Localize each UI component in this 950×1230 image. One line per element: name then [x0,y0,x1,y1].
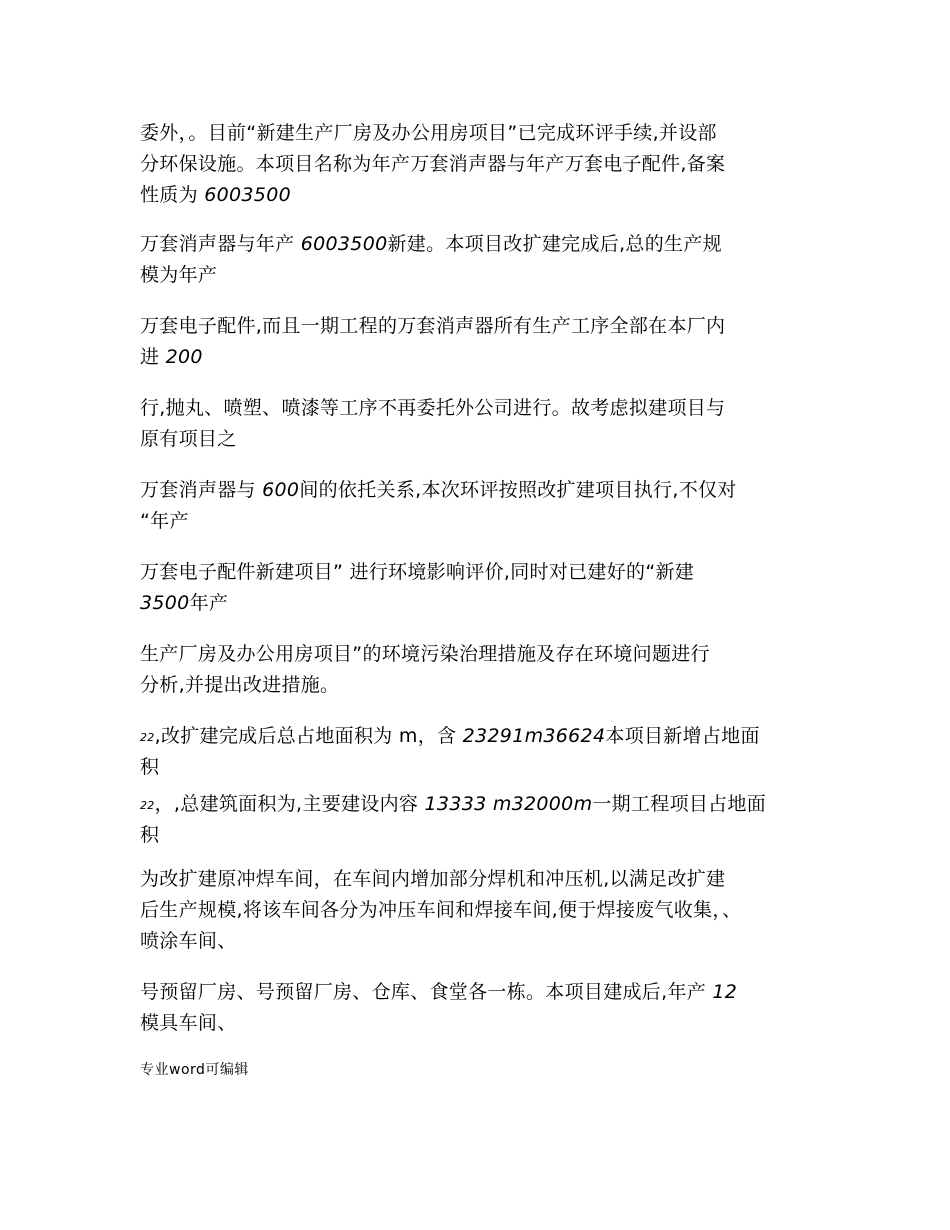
text-run: 原有项目之 [140,428,237,450]
superscript-mark: 22 [140,731,155,744]
text-run: 模具车间、 [140,1012,237,1034]
text-run: ,改扩建完成后总占地面积为 m，含 [154,725,463,747]
text-line [140,342,820,373]
text-run: 后生产规模,将该车间各分为冲压车间和焊接车间,便于焊接废气收集，、 [140,899,742,921]
paragraph [140,229,820,291]
paragraph [140,557,820,619]
italic-number: 12 [712,981,738,1003]
italic-number: 600 [262,479,300,501]
text-line [140,557,820,588]
paragraph [140,639,820,701]
superscript-mark: 22 [140,799,155,812]
text-line [140,475,820,506]
text-line [140,895,820,926]
text-run: 为改扩建原冲焊车间，在车间内增加部分焊机和冲压机,以满足改扩建 [140,868,726,890]
text-line [140,393,820,424]
text-line [140,639,820,670]
text-run: 间的依托关系,本次环评按照改扩建项目执行,不仅对 [299,479,737,501]
text-line [140,926,820,957]
text-line [140,1008,820,1039]
text-run: 行,抛丸、喷塑、喷漆等工序不再委托外公司进行。故考虑拟建项目与 [140,397,726,419]
text-run: 分析,并提出改进措施。 [140,674,340,696]
text-run: 万套消声器与年产 [140,233,301,255]
text-run: 一期工程项目占地面 [592,793,767,815]
text-line [140,260,820,291]
text-line [140,752,820,783]
text-line [140,506,820,537]
text-run: 分环保设施。本项目名称为年产万套消声器与年产万套电子配件,备案 [140,153,726,175]
italic-number: 200 [165,346,203,368]
italic-number: 6003500 [300,233,388,255]
text-run: 生产厂房及办公用房项目”的环境污染治理措施及存在环境问题进行 [140,643,710,665]
text-run: 积 [140,824,160,846]
italic-number: 6003500 [204,184,291,206]
paragraph [140,311,820,373]
paragraph [140,475,820,537]
text-line [140,588,820,619]
italic-number: 3500 [140,592,190,614]
text-line [140,789,820,820]
page-footer: 专业word可编辑 [140,1062,249,1078]
text-run: 万套消声器与 [140,479,263,501]
text-line [140,864,820,895]
text-run: ，,总建筑面积为,主要建设内容 [154,793,425,815]
text-run: 委外，。目前“新建生产厂房及办公用房项目”已完成环评手续,并设部 [140,122,717,144]
text-line [140,229,820,260]
text-run: 号预留厂房、号预留厂房、仓库、食堂各一栋。本项目建成后,年产 [140,981,713,1003]
italic-number: 23291m36624 [462,725,606,747]
text-run: 进 [140,346,166,368]
text-run: 喷涂车间、 [140,930,237,952]
text-run: 年产 [189,592,229,614]
text-run: 性质为 [140,184,205,206]
text-run: 新建。本项目改扩建完成后,总的生产规 [387,233,722,255]
text-line [140,180,820,211]
text-line [140,149,820,180]
text-line [140,311,820,342]
paragraph [140,721,820,783]
text-line [140,670,820,701]
text-line [140,424,820,455]
paragraph [140,864,820,957]
italic-number: 13333 m32000m [424,793,593,815]
text-line [140,721,820,752]
text-run: 积 [140,756,160,778]
text-run: 本项目新增占地面 [605,725,760,747]
text-line [140,820,820,851]
text-run: 万套电子配件新建项目” 进行环境影响评价,同时对已建好的“新建 [140,561,695,583]
text-run: 模为年产 [140,264,218,286]
text-line [140,977,820,1008]
text-run: “年产 [140,510,189,532]
paragraph [140,789,820,851]
text-run: 万套电子配件,而且一期工程的万套消声器所有生产工序全部在本厂内 [140,315,726,337]
paragraph [140,118,820,211]
paragraph [140,977,820,1039]
text-line [140,118,820,149]
paragraph [140,393,820,455]
